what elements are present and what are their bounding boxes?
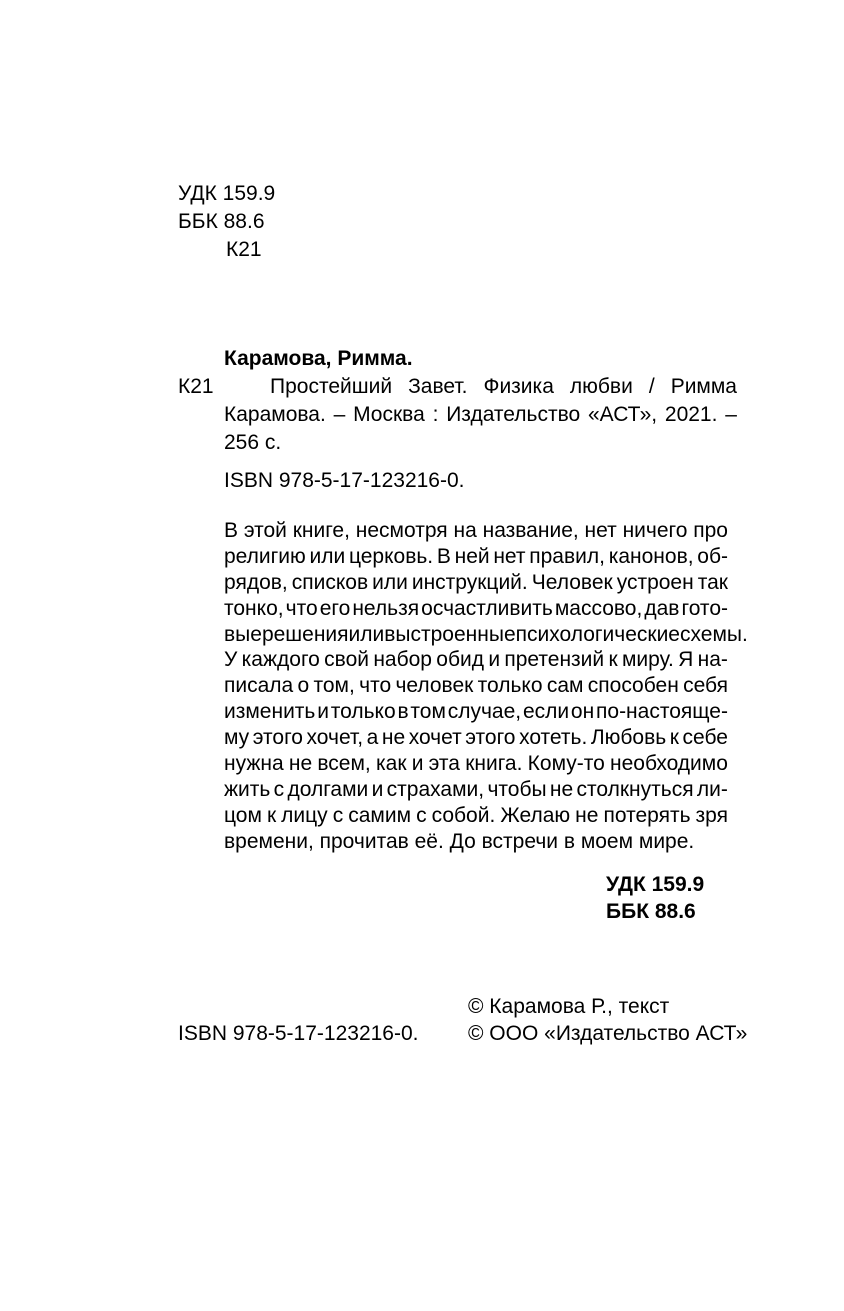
annotation — [224, 518, 748, 855]
author-mark: К21 — [226, 238, 262, 261]
description-word: – — [725, 403, 737, 426]
description-word: 2021. — [664, 403, 718, 426]
annotation-line: В этой книге, несмотря на название, нет ничего про — [224, 519, 728, 542]
bbk-code-bold: ББК 88.6 — [606, 900, 696, 923]
description-word: / — [648, 375, 655, 398]
description-line-3: 256 с. — [224, 431, 282, 454]
annotation-line: религию или церковь. В ней нет правил, канонов, об- — [224, 544, 728, 568]
description-word: Карамова. — [224, 403, 326, 426]
copyright-isbn: ISBN 978-5-17-123216-0. — [178, 1022, 419, 1045]
annotation-line: рядов, списков или инструкций. Человек устроен так — [224, 570, 728, 594]
annotation-line: тонко, что его нельзя осчастливить массово, дав гото- — [224, 596, 728, 620]
annotation-line: цом к лицу с самим с собой. Желаю не потерять зря — [224, 803, 728, 827]
description-word: Физика — [483, 375, 554, 398]
udk-code-bold: УДК 159.9 — [606, 873, 705, 896]
annotation-line: изменить и только в том случае, если он по-настояще- — [224, 700, 728, 724]
description-line-1 — [270, 374, 737, 400]
description-word: Римма — [670, 375, 737, 398]
description-word: Москва — [353, 403, 425, 426]
description-word: Издательство — [446, 403, 581, 426]
author-heading: Карамова, Римма. — [224, 347, 413, 370]
description-word: Завет. — [408, 375, 468, 398]
copyright-publisher: © ООО «Издательство АСТ» — [468, 1022, 748, 1045]
copyright-text: © Карамова Р., текст — [468, 995, 670, 1018]
entry-isbn: ISBN 978-5-17-123216-0. — [224, 469, 465, 492]
description-word: : — [432, 403, 439, 426]
entry-author-mark: К21 — [178, 375, 214, 398]
annotation-line: вые решения или выстроенные психологические схемы. — [224, 622, 748, 646]
description-line-2 — [224, 402, 737, 428]
description-word: Простейший — [270, 375, 393, 398]
udk-code: УДК 159.9 — [178, 182, 276, 205]
bbk-code: ББК 88.6 — [178, 210, 265, 233]
annotation-line: нужна не всем, как и эта книга. Кому-то необходимо — [224, 752, 728, 776]
description-word: любви — [569, 375, 633, 398]
annotation-line: времени, прочитав её. До встречи в моем мире. — [224, 829, 695, 853]
description-word: «АСТ», — [587, 403, 658, 426]
description-word: – — [333, 403, 346, 426]
annotation-line: му этого хочет, а не хочет этого хотеть. Любовь к себе — [224, 726, 728, 750]
annotation-line: У каждого свой набор обид и претензий к миру. Я на- — [224, 648, 728, 672]
annotation-line: жить с долгами и страхами, чтобы не столкнуться ли- — [224, 777, 728, 801]
annotation-line: писала о том, что человек только сам способен себя — [224, 674, 728, 698]
